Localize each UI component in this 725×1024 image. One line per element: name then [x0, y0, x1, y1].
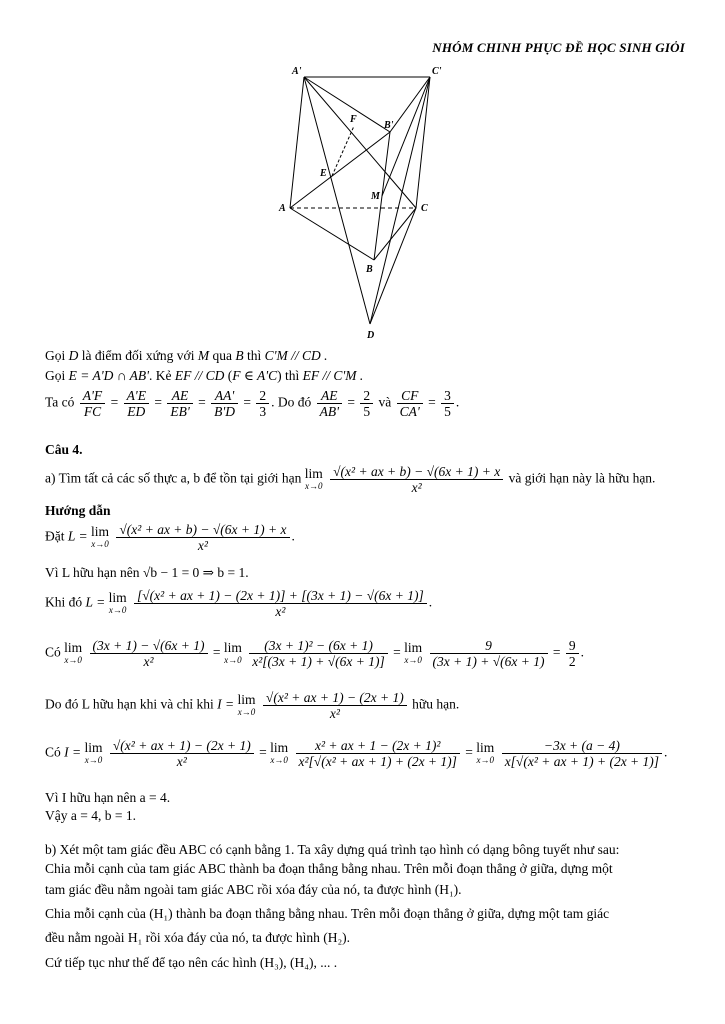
edge-CprimeBprime: [390, 77, 430, 132]
limit-computation-1: Có lim x→0 $\frac{(3x + 1) - √(6x + 1)}{\text{x²}}$ = lim x→0 $\frac{\text{(3x + 1)² − (6x + 1)}}{\text{x²[(3x + 1) + √(6x + 1)]}}$ = lim x→0 $\frac{9}{(3x + 1) + √(6x + 1)}$ = $\frac{9}{2}$ .: [45, 638, 585, 669]
conclusion: Vậy a = 4, b = 1.: [45, 808, 136, 823]
part-a-statement: a) Tìm tất cả các số thực a, b để tồn tại giới hạn lim x→0 $\frac{\text{√(x² + ax + b) − √(6x + 1) + x}}{\text{x²}}$ và giới hạn này là hữu hạn.: [45, 464, 656, 495]
label-A: A: [279, 203, 286, 214]
label-Aprime: A': [292, 66, 302, 77]
guide-title: Hướng dẫn: [45, 503, 111, 518]
label-E: E: [320, 168, 327, 179]
label-C: C: [421, 203, 428, 214]
edge-CB: [374, 208, 416, 260]
because-L-finite: Vì L hữu hạn nên √b − 1 = 0 ⇒ b = 1.: [45, 565, 249, 580]
edge-EF: [332, 126, 354, 176]
text-line-1: Gọi D là điểm đối xứng với M qua B thì C'M // CD .: [45, 348, 328, 363]
edge-AB: [290, 208, 374, 260]
edge-AprimeA: [290, 77, 304, 208]
part-b-line-6: Cứ tiếp tục như thế để tạo nên các hình (H₃), (H₄), ... .: [45, 955, 338, 970]
label-F: F: [350, 114, 357, 125]
edge-CprimeC: [416, 77, 430, 208]
label-M: M: [371, 191, 380, 202]
define-L: Đặt L = lim x→0 $\frac{\text{√(x² + ax + b) − √(6x + 1) + x}}{\text{x²}}$ .: [45, 522, 295, 553]
I-definition: Do đó L hữu hạn khi và chỉ khi I = lim x→0 $\frac{\text{√(x² + ax + 1) − (2x + 1)}}{\text{x²}}$ hữu hạn.: [45, 690, 460, 721]
L-expanded: Khi đó L = lim x→0 $\frac{\text{[√(x² + ax + 1) − (2x + 1)] + [(3x + 1) − √(6x + 1)]}}{\text{x²}}$ .: [45, 588, 433, 619]
part-b-line-1: b) Xét một tam giác đều ABC có cạnh bằng 1. Ta xây dựng quá trình tạo hình có dạng bông tuyết như sau:: [45, 842, 620, 857]
geometry-figure: [270, 62, 450, 342]
part-b-line-5: đều nằm ngoài H₁ rồi xóa đáy của nó, ta được hình (H₂).: [45, 930, 351, 945]
because-I-finite: Vì I hữu hạn nên a = 4.: [45, 790, 171, 805]
label-B: B: [366, 264, 373, 275]
page-header-title: NHÓM CHINH PHỤC ĐỀ HỌC SINH GIỎI: [432, 40, 685, 55]
text-line-2: Gọi E = A'D ∩ AB'. Kẻ EF // CD (F ∈ A'C) thì EF // C'M .: [45, 368, 364, 383]
limit-computation-2: Có I = lim x→0 $\frac{\text{√(x² + ax + 1) − (2x + 1)}}{\text{x²}}$ = lim x→0 $\frac{\text{x² + ax + 1 − (2x + 1)²}}{\text{x²[√(x² + ax + 1) + (2x + 1)]}}$ = lim x→0 $\frac{-3x + (a - 4)}{\text{x[√(x² + ax + 1) + (2x + 1)]}}$ .: [45, 738, 668, 769]
edge-AprimeD: [304, 77, 370, 324]
edge-CD: [370, 208, 416, 324]
part-b-line-4: Chia mỗi cạnh của (H₁) thành ba đoạn thẳng bằng nhau. Trên mỗi đoạn thẳng ở giữa, dựng một tam giác: [45, 906, 610, 921]
label-D: D: [367, 330, 375, 341]
part-b-line-3: tam giác đều nằm ngoài tam giác ABC rồi xóa đáy của nó, ta được hình (H₁).: [45, 882, 462, 897]
question-4-title: Câu 4.: [45, 442, 83, 457]
ratio-equation: Ta có $\frac{A'F}{FC}$ = $\frac{A'E}{ED}$ = $\frac{AE}{EB'}$ = $\frac{AA'}{B'D}$ = $\frac{2}{3}$ . Do đó $\frac{AE}{AB'}$ = $\frac{2}{5}$ và $\frac{CF}{CA'}$ = $\frac{3}{5}$ .: [45, 388, 460, 419]
part-b-line-2: Chia mỗi cạnh của tam giác ABC thành ba đoạn thẳng bằng nhau. Trên mỗi đoạn thẳng ở giữa, dựng một: [45, 861, 613, 876]
edge-AprimeC: [304, 77, 416, 208]
label-Bprime: B': [384, 120, 394, 131]
label-Cprime: C': [432, 66, 442, 77]
